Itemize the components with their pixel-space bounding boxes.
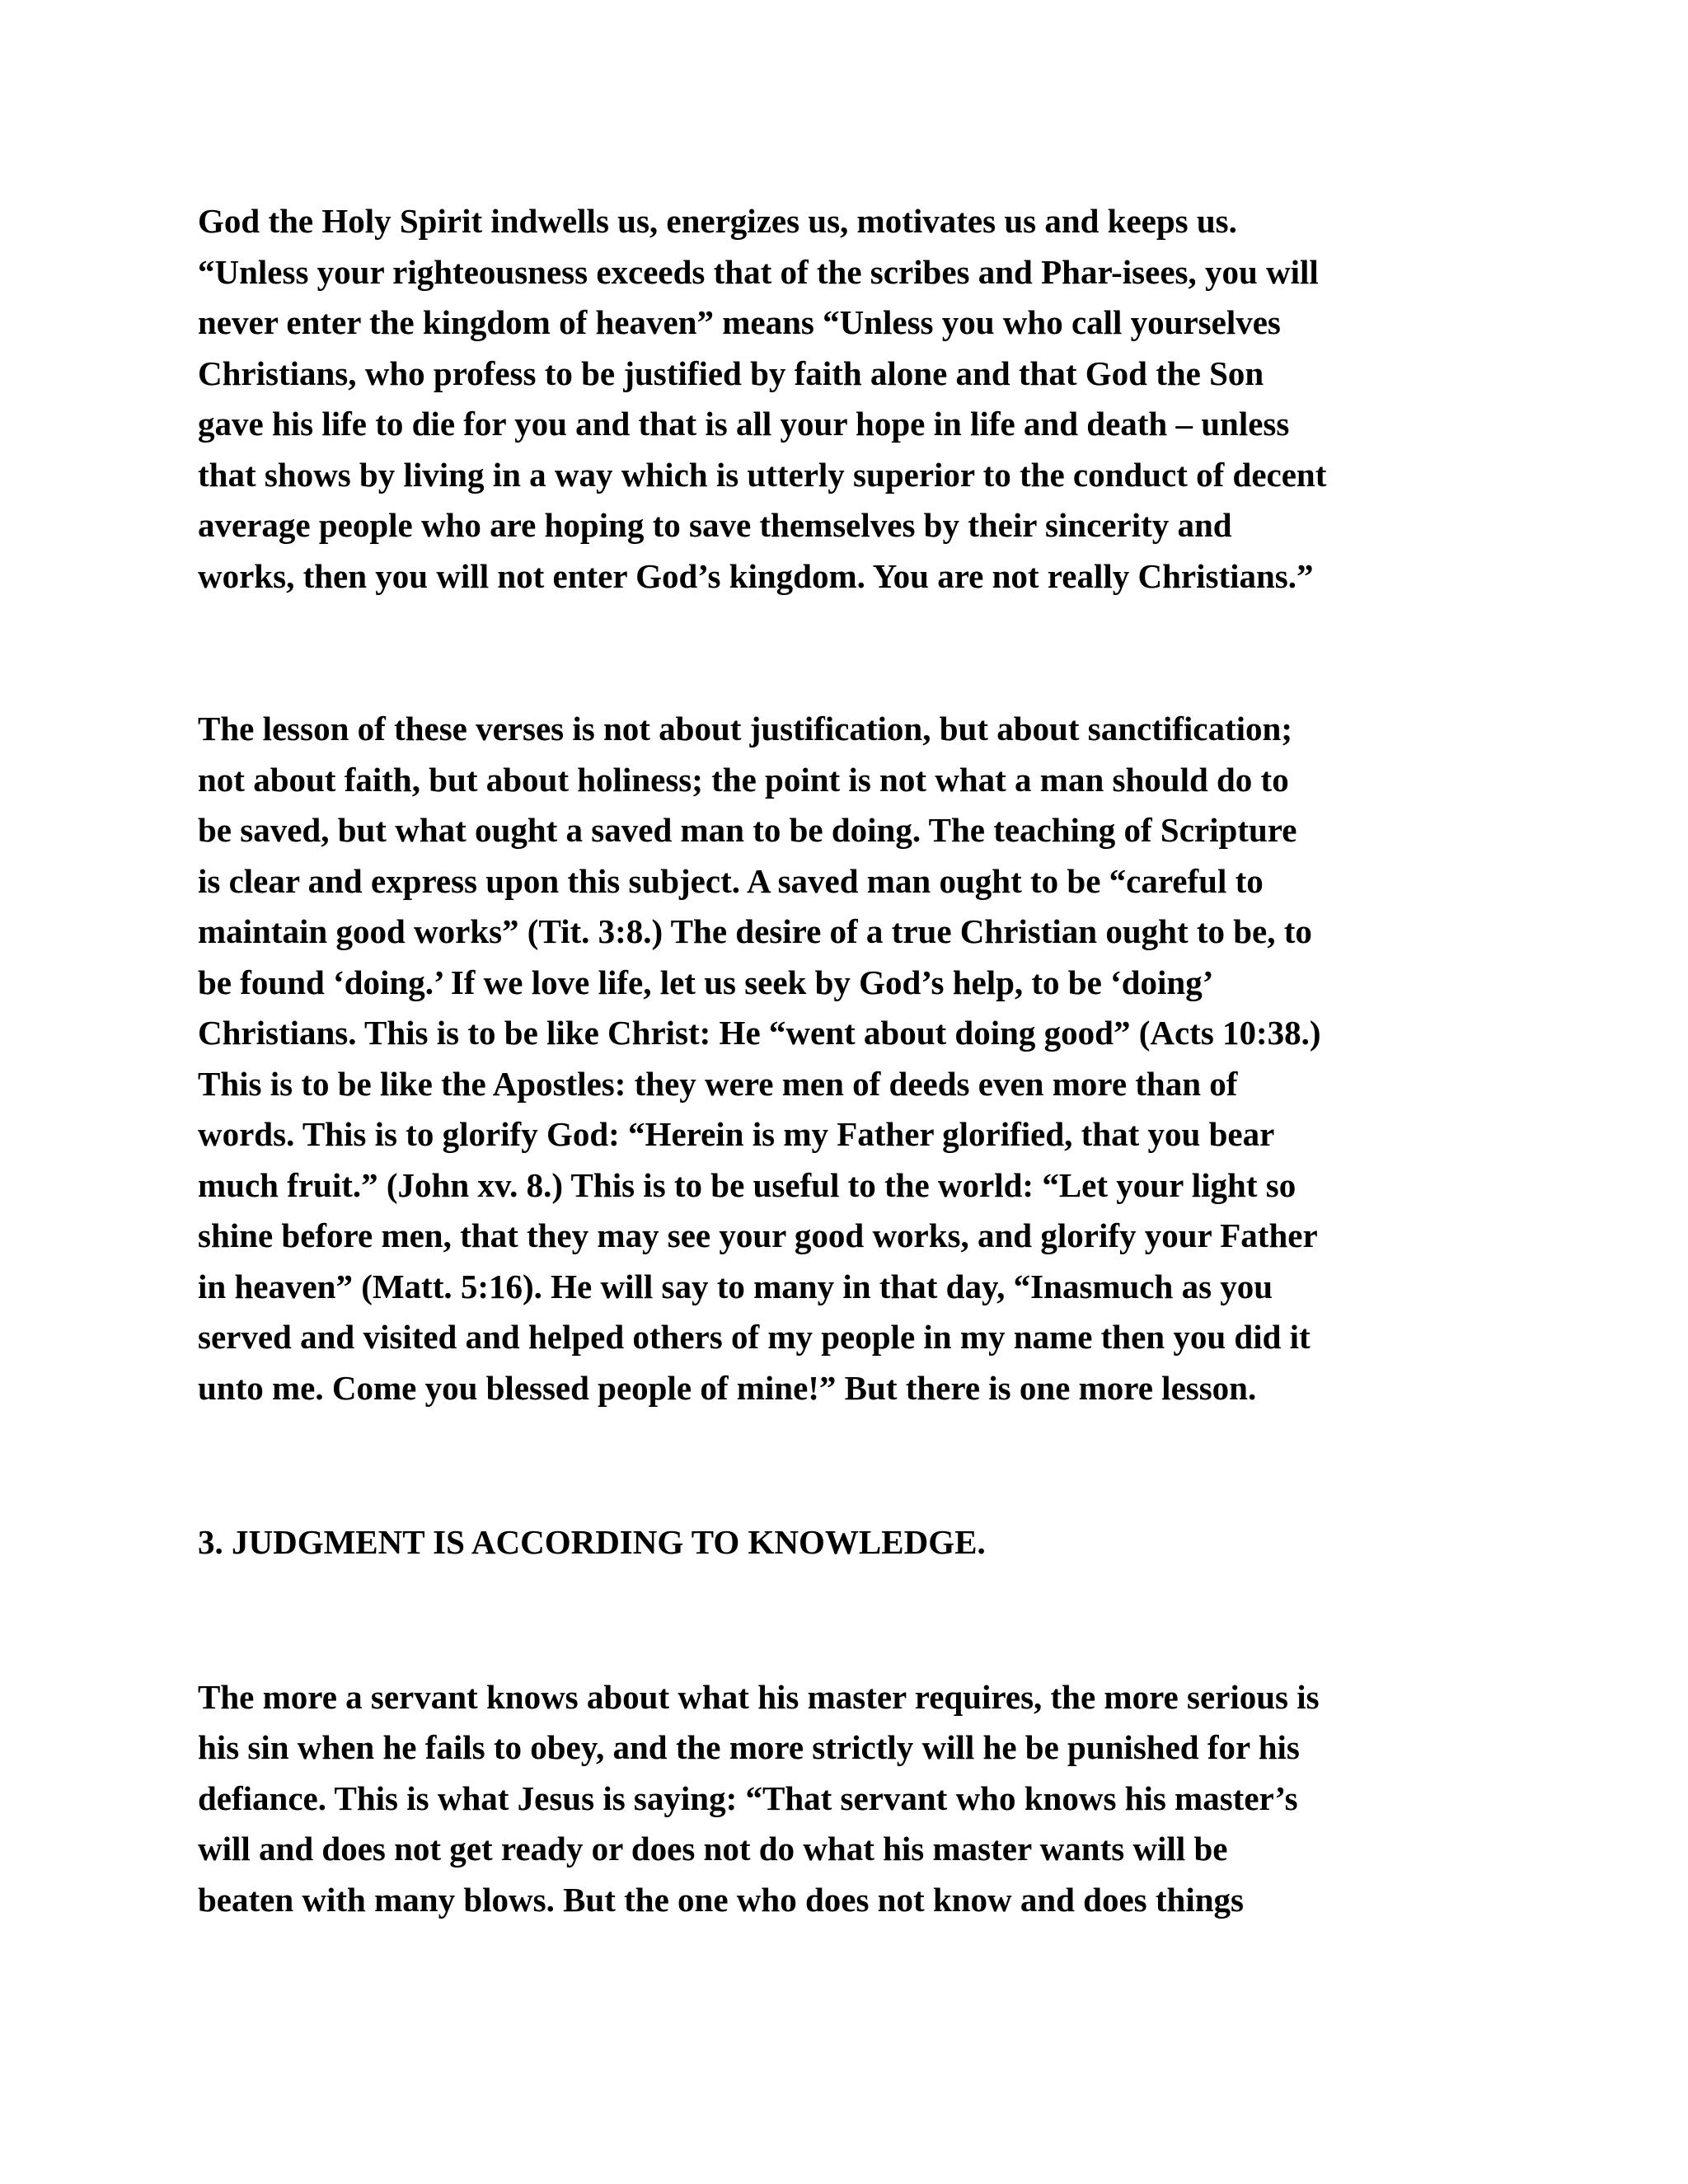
paragraph-2-line: is clear and express upon this subject. A saved man ought to be “careful to xyxy=(198,861,1264,900)
paragraph-2 xyxy=(198,704,1517,1413)
paragraph-2-line: shine before men, that they may see your good works, and glorify your Father xyxy=(198,1216,1318,1254)
paragraph-spacer xyxy=(198,602,1517,704)
paragraph-2-line: This is to be like the Apostles: they were men of deeds even more than of xyxy=(198,1064,1238,1103)
paragraph-1-line: God the Holy Spirit indwells us, energizes us, motivates us and keeps us. xyxy=(198,202,1237,240)
paragraph-2-line: in heaven” (Matt. 5:16). He will say to many in that day, “Inasmuch as you xyxy=(198,1267,1273,1305)
section-heading-text: 3. JUDGMENT IS ACCORDING TO KNOWLEDGE. xyxy=(198,1523,986,1561)
paragraph-3 xyxy=(198,1672,1517,1926)
paragraph-2-line: not about faith, but about holiness; the point is not what a man should do to xyxy=(198,760,1289,799)
paragraph-3-line: beaten with many blows. But the one who does not know and does things xyxy=(198,1880,1244,1919)
paragraph-1-line: works, then you will not enter God’s kingdom. You are not really Christians.” xyxy=(198,556,1314,595)
paragraph-1-line: “Unless your righteousness exceeds that of the scribes and Phar-isees, you will xyxy=(198,252,1319,291)
paragraph-1-line: never enter the kingdom of heaven” means “Unless you who call yourselves xyxy=(198,303,1281,341)
paragraph-1-line: Christians, who profess to be justified by faith alone and that God the Son xyxy=(198,354,1264,392)
paragraph-3-line: The more a servant knows about what his master requires, the more serious is xyxy=(198,1677,1320,1716)
paragraph-spacer xyxy=(198,1413,1517,1517)
paragraph-1-line: gave his life to die for you and that is all your hope in life and death – unless xyxy=(198,405,1290,443)
paragraph-3-line: his sin when he fails to obey, and the more strictly will he be punished for his xyxy=(198,1728,1300,1766)
paragraph-1-line: average people who are hoping to save themselves by their sincerity and xyxy=(198,506,1232,544)
paragraph-2-line: words. This is to glorify God: “Herein is my Father glorified, that you bear xyxy=(198,1115,1275,1153)
paragraph-2-line: much fruit.” (John xv. 8.) This is to be useful to the world: “Let your light so xyxy=(198,1165,1296,1204)
paragraph-2-line: maintain good works” (Tit. 3:8.) The desire of a true Christian ought to be, to xyxy=(198,912,1312,950)
paragraph-2-line: be saved, but what ought a saved man to be doing. The teaching of Scripture xyxy=(198,811,1297,849)
section-heading xyxy=(198,1517,1517,1568)
paragraph-spacer xyxy=(198,1568,1517,1672)
paragraph-1 xyxy=(198,196,1517,602)
paragraph-3-line: defiance. This is what Jesus is saying: “That servant who knows his master’s xyxy=(198,1779,1298,1817)
paragraph-2-line: served and visited and helped others of my people in my name then you did it xyxy=(198,1318,1311,1356)
paragraph-3-line: will and does not get ready or does not do what his master wants will be xyxy=(198,1830,1228,1868)
paragraph-2-line: The lesson of these verses is not about justification, but about sanctification; xyxy=(198,710,1292,748)
page-content xyxy=(198,196,1517,1925)
paragraph-1-line: that shows by living in a way which is utterly superior to the conduct of decent xyxy=(198,455,1327,494)
paragraph-2-line: be found ‘doing.’ If we love life, let us seek by God’s help, to be ‘doing’ xyxy=(198,963,1214,1001)
paragraph-2-line: Christians. This is to be like Christ: He “went about doing good” (Acts 10:38.) xyxy=(198,1014,1321,1052)
paragraph-2-line: unto me. Come you blessed people of mine!” But there is one more lesson. xyxy=(198,1368,1257,1407)
